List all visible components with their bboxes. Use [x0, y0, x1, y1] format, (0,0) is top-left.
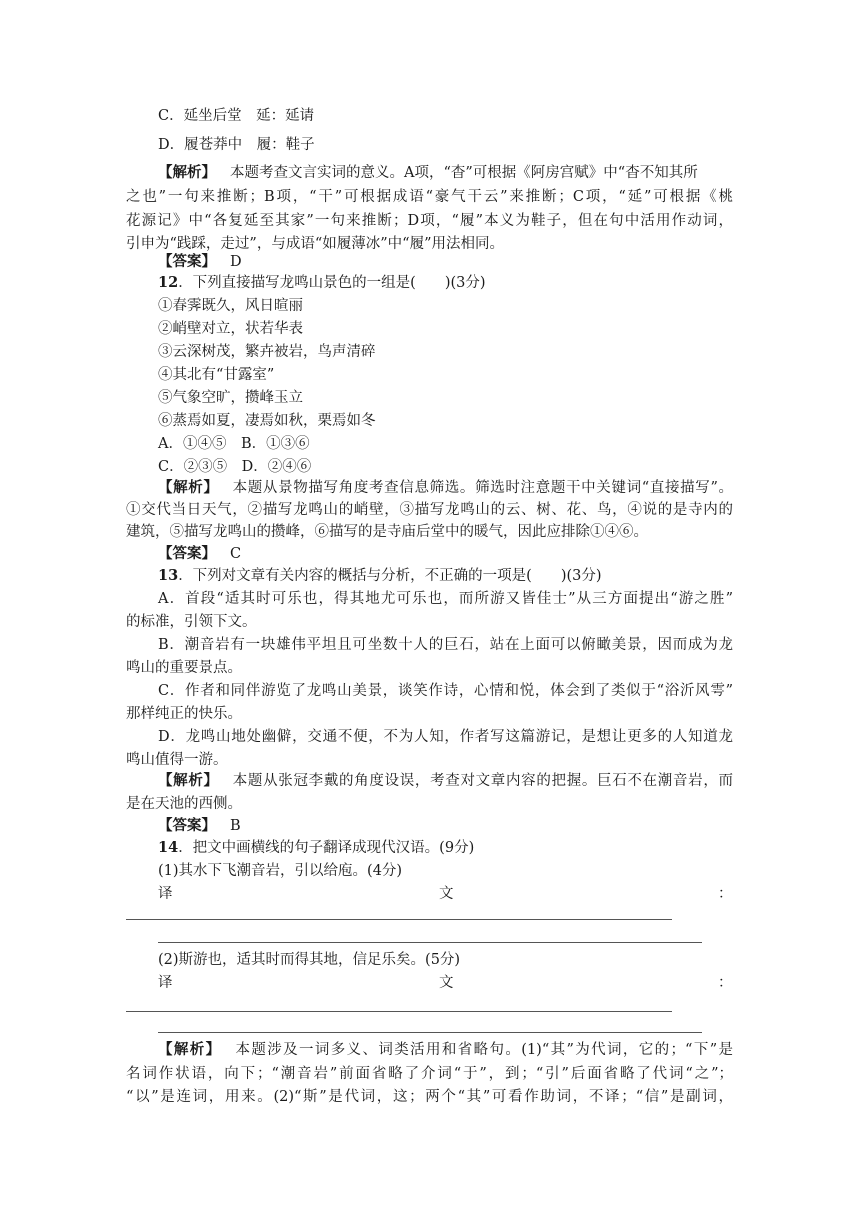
- q13-option-c-line-2: 那样纯正的快乐。: [126, 706, 242, 722]
- q12-stem: 12．下列直接描写龙鸣山景色的一组是( )(3分): [158, 274, 486, 291]
- q14-sub-1-yi: 译: [158, 886, 173, 902]
- q14-sub-2-wen: 文: [439, 975, 454, 991]
- q14-sub-1-colon: ：: [718, 886, 733, 902]
- q13-option-d-line-2: 鸣山值得一游。: [126, 752, 228, 768]
- q13-option-a-line-1: A．首段“适其时可乐也，得其地尤可乐也，而所游又皆佳士”从三方面提出“游之胜”: [158, 591, 733, 607]
- q12-analysis-line-3: 建筑，⑤描写龙鸣山的攒峰，⑥描写的是寺庙后堂中的暖气，因此应排除①④⑥。: [126, 524, 648, 540]
- q12-choices-cd: C．②③⑤ D．②④⑥: [158, 459, 312, 475]
- q14-sub-2-answer-line-1: [126, 1011, 672, 1012]
- q13-option-a-line-2: 的标准，引领下文。: [126, 614, 257, 630]
- q11-analysis-label: 【解析】: [158, 164, 216, 181]
- q13-analysis-label: 【解析】: [158, 772, 219, 789]
- q12-item-4: ④其北有“甘露室”: [158, 367, 275, 383]
- q13-stem: 13．下列对文章有关内容的概括与分析，不正确的一项是( )(3分): [158, 567, 602, 584]
- q11-analysis-line-2: 之也”一句来推断；B项，“干”可根据成语“豪气干云”来推断；C项，“延”可根据《桃: [126, 189, 733, 205]
- q12-analysis-line-2: ①交代当日天气，②描写龙鸣山的峭壁，③描写龙鸣山的云、树、花、鸟，④说的是寺内的: [126, 502, 733, 518]
- q14-sub-1-answer-line-1: [126, 919, 672, 920]
- q14-sub-1-wen: 文: [439, 886, 454, 902]
- q13-option-b-line-1: B．潮音岩有一块雄伟平坦且可坐数十人的巨石，站在上面可以俯瞰美景，因而成为龙: [158, 637, 733, 653]
- q14-sub-2-answer-line-2: [158, 1032, 702, 1033]
- q12-item-3: ③云深树茂，繁卉被岩，鸟声清碎: [158, 344, 376, 360]
- q12-item-1: ①春霁既久，风日暄丽: [158, 298, 303, 314]
- q14-sub-1-answer-line-2: [158, 942, 702, 943]
- q13-analysis-line-1: 【解析】 本题从张冠李戴的角度设误，考查对文章内容的把握。巨石不在潮音岩，而: [158, 772, 734, 789]
- q14-number: 14: [158, 839, 179, 856]
- q14-sub-2-yi: 译: [158, 975, 173, 991]
- q12-analysis-label: 【解析】: [158, 479, 219, 496]
- q14-stem: 14．把文中画横线的句子翻译成现代汉语。(9分): [158, 839, 475, 856]
- q14-sub-1: (1)其水下飞潮音岩，引以给庖。(4分): [158, 863, 403, 879]
- q13-option-b-line-2: 鸣山的重要景点。: [126, 660, 242, 676]
- q12-number: 12: [158, 274, 179, 291]
- q11-answer: 【答案】 D: [158, 253, 242, 270]
- q11-option-d: D．履苍莽中 履：鞋子: [158, 137, 315, 153]
- q14-analysis-line-3: “以”是连词，用来。(2)“斯”是代词，这；两个“其”可看作助词，不译；“信”是副词，: [126, 1089, 733, 1105]
- q14-analysis-line-1: 【解析】 本题涉及一词多义、词类活用和省略句。(1)“其”为代词，它的；“下”是: [158, 1041, 733, 1058]
- q13-option-d-line-1: D．龙鸣山地处幽僻，交通不便，不为人知，作者写这篇游记，是想让更多的人知道龙: [158, 729, 733, 745]
- q11-analysis-line-3: 花源记》中“各复延至其家”一句来推断；D项，“履”本义为鞋子，但在句中活用作动词，: [126, 213, 733, 229]
- q12-item-5: ⑤气象空旷，攒峰玉立: [158, 390, 303, 406]
- q11-answer-label: 【答案】: [158, 253, 216, 270]
- q12-analysis-line-1: 【解析】 本题从景物描写角度考查信息筛选。筛选时注意题干中关键词“直接描写”。: [158, 479, 734, 496]
- q13-option-c-line-1: C．作者和同伴游览了龙鸣山美景，谈笑作诗，心情和悦，体会到了类似于“浴沂风雩”: [158, 683, 733, 699]
- q13-answer-label: 【答案】: [158, 817, 216, 834]
- q13-analysis-line-2: 是在天池的西侧。: [126, 796, 242, 812]
- q11-analysis-line-1: 【解析】 本题考查文言实词的意义。A项，“杳”可根据《阿房宫赋》中“杳不知其所: [158, 164, 698, 181]
- q14-sub-2: (2)斯游也，适其时而得其地，信足乐矣。(5分): [158, 952, 461, 968]
- q14-sub-2-colon: ：: [718, 975, 733, 991]
- q13-answer: 【答案】 B: [158, 817, 241, 834]
- q11-analysis-line-4: 引申为“践踩，走过”，与成语“如履薄冰”中“履”用法相同。: [126, 236, 504, 252]
- q12-choices-ab: A．①④⑤ B．①③⑥: [158, 436, 310, 452]
- q12-item-2: ②峭壁对立，状若华表: [158, 321, 303, 337]
- q12-answer: 【答案】 C: [158, 545, 242, 562]
- q14-analysis-line-2: 名词作状语，向下；“潮音岩”前面省略了介词“于”，到；“引”后面省略了代词“之”；: [126, 1066, 733, 1082]
- q11-option-c: C．延坐后堂 延：延请: [158, 108, 315, 124]
- q12-answer-label: 【答案】: [158, 545, 216, 562]
- q13-number: 13: [158, 567, 179, 584]
- q12-item-6: ⑥蒸焉如夏，凄焉如秋，栗焉如冬: [158, 413, 376, 429]
- q14-analysis-label: 【解析】: [158, 1041, 222, 1058]
